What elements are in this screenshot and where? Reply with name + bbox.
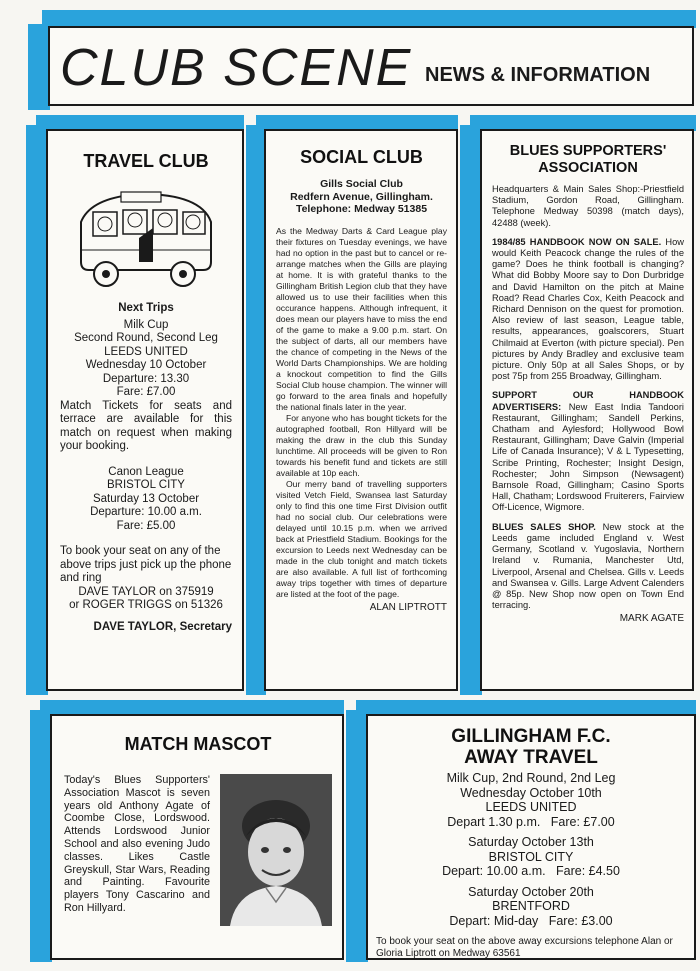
trip3-team: BRENTFORD bbox=[492, 899, 570, 913]
handbook-heading: 1984/85 HANDBOOK NOW ON SALE. bbox=[492, 236, 662, 247]
trip2-competition: Canon League bbox=[108, 465, 184, 478]
blues-support bbox=[492, 390, 684, 513]
away-title-2: AWAY TRAVEL bbox=[464, 747, 598, 768]
trip2-opponent: BRISTOL CITY bbox=[107, 479, 185, 491]
blues-title: BLUES SUPPORTERS' ASSOCIATION bbox=[509, 143, 667, 176]
social-club-address-2: Redfern Avenue, Gillingham. bbox=[290, 190, 433, 203]
contact-dave: DAVE TAYLOR on 375919 bbox=[78, 585, 214, 598]
trip2-fare: Fare: £5.00 bbox=[116, 519, 176, 532]
trip1-date: Wednesday 10 October bbox=[85, 359, 207, 371]
sales-heading: BLUES SALES SHOP. bbox=[492, 521, 596, 532]
booking-text: To book your seat on any of the above trips just pick up the phone and ring bbox=[60, 545, 232, 584]
sales-body: New stock at the Leeds game included England v. West Germany, Scotland v. Yugoslavia, Northern Ireland v. Rumania, Manchester Utd, Liverpool, Arsenal and Chelsea. Gills v. Leeds and Swansea v. Gills. Large Advent Calenders @ 85p. New Shop now open on Town End terracing. bbox=[492, 521, 685, 611]
match-tickets-text: Match Tickets for seats and terrace are available for this match on request when making your booking. bbox=[60, 399, 232, 452]
blues-intro: Headquarters & Main Sales Shop:-Priestfield Stadium, Gordon Road, Gillingham. Telephone Medway 50398 (match days), 42488 (week). bbox=[492, 184, 684, 228]
mascot-title: MATCH MASCOT bbox=[124, 734, 272, 754]
away-travel-panel bbox=[346, 700, 696, 962]
page-subtitle: NEWS & INFORMATION bbox=[425, 64, 651, 86]
away-title-1: GILLINGHAM F.C. bbox=[451, 726, 611, 747]
mascot-text: Today's Blues Supporters' Association Mascot is seven years old Anthony Agate of Coombe Close, Lordswood. Attends Lordswood Junior School and also evening Judo classes. Likes Castle Greyskull, Star Wars, Reading and Painting. Favourite players Tony Cascarino and Ron Hillyard. bbox=[64, 774, 210, 914]
trip1-round: Second Round, Second Leg bbox=[74, 332, 218, 344]
social-club-para-3: Our merry band of travelling supporters visited Vetch Field, Swansea last Saturday only to find this one time First Division outfit had no social club. Our celebrations were delayed until 10.15 p.m. when we arrived back at Priestfield Stadium. Bookings for the excursion to Leeds next Wednesday can be made in the club tonight and match tickets are also available. A full list of forthcoming away trips together with times of departure are listed at the foot of the page. bbox=[276, 478, 447, 599]
social-club-address-1: Gills Social Club bbox=[320, 178, 403, 190]
bus-cartoon-icon bbox=[71, 182, 221, 292]
trip1-competition: Milk Cup bbox=[123, 318, 169, 331]
blues-panel bbox=[460, 115, 696, 695]
trip1-fare: Fare: £7.00 bbox=[116, 386, 176, 398]
trip2-date: Saturday 13 October bbox=[92, 492, 200, 505]
social-club-para-1: As the Medway Darts & Card League play their fixtures on Tuesday evenings, we have had no option in the past but to cancel or re-arrange matches when the Gills are playing at home. It is with grateful thanks to the Gillingham British Legion club that they have allowed us to use their facilities when this occurance happens. Although infrequent, it does mean our players have to miss the end of the game to make a 9.00 p.m. start. On the subject of darts, all our members have the chance of competing in the News of the World Darts Championships. We are holding a knockout competition to find the Gills Social Club house champion. The winner will go forward to the area finals and hopefully the national finals later in the year. bbox=[276, 225, 447, 412]
mascot-photo bbox=[220, 774, 332, 926]
mascot-panel bbox=[30, 700, 344, 962]
boy-portrait-icon bbox=[220, 774, 332, 926]
travel-club-panel bbox=[26, 115, 244, 695]
next-trips-heading: Next Trips bbox=[118, 302, 174, 314]
trip2-team: BRISTOL CITY bbox=[488, 849, 574, 864]
social-club-para-2: For anyone who has bought tickets for the autographed football, Ron Hillyard will be making the draw in the club this Sunday lunchtime. All proceeds will be given to Ron towards his benefit fund and tickets are still available at 10p each. bbox=[276, 412, 447, 478]
page-title: CLUB SCENE bbox=[60, 39, 413, 97]
blues-sales bbox=[492, 522, 684, 612]
support-heading: SUPPORT OUR HANDBOOK ADVERTISERS: bbox=[492, 390, 684, 412]
trip1-depart: Depart 1.30 p.m. Fare: £7.00 bbox=[447, 814, 615, 829]
social-club-phone: Telephone: Medway 51385 bbox=[295, 203, 428, 215]
travel-club-signature: DAVE TAYLOR, Secretary bbox=[93, 620, 232, 633]
support-body: New East India Tandoori Restaurant, Gillingham; Sandell Perkins, Chatham and Aylesford; Hollywood Bowl Restaurant, Gillingham; Dave Galvin (Imperial Life of Canada Insurance); V & L Typesetting, Scribe Printing, Rochester; Insight Design, Rochester; John Simpson (Newsagent) Barnsole Road, Gillingham; Casino Sports Hall, Chatham; Lordswood Fruiterers, Fairview Off-Licence, Wigmore. bbox=[492, 401, 684, 513]
trip3-date: Saturday October 20th bbox=[468, 884, 594, 899]
trip2-departure: Departure: 10.00 a.m. bbox=[90, 506, 202, 518]
trip3-depart: Depart: Mid-day Fare: £3.00 bbox=[449, 913, 613, 928]
handbook-body: How would Keith Peacock change the rules of the game? Does he think football is changing? What did Bobby Moore say to Don Durbridge and David Hamilton on the pitch at Maine Road? Read Charles Cox, Keith Peacock and Richard Dennison on the quest for promotion. Also review of last season, League table, results, appearances, goalscorers, Stuart Chilmaid at Everton (with picture special). Pen pictures by Andy Bradley and exclusive team picture. Only 50p at all Sales Shops, or by post 75p from 255 Broadway, Gillingham. bbox=[492, 236, 685, 382]
blues-handbook bbox=[492, 237, 684, 383]
trip1-line-1: Milk Cup, 2nd Round, 2nd Leg bbox=[446, 771, 616, 785]
contact-roger: or ROGER TRIGGS on 51326 bbox=[69, 599, 223, 611]
social-club-title: SOCIAL CLUB bbox=[300, 147, 423, 167]
social-club-signature: ALAN LIPTROTT bbox=[369, 601, 447, 613]
social-club-panel bbox=[246, 115, 458, 695]
trip1-departure: Departure: 13.30 bbox=[102, 372, 190, 385]
trip2-depart: Depart: 10.00 a.m. Fare: £4.50 bbox=[442, 864, 620, 878]
away-footer: To book your seat on the above away excursions telephone Alan or Gloria Liptrott on Medway 63561 bbox=[376, 936, 673, 959]
header-panel bbox=[28, 10, 696, 110]
trip1-opponent: LEEDS UNITED bbox=[104, 345, 188, 358]
trip1-line-2: Wednesday October 10th bbox=[460, 785, 602, 800]
trip1-team: LEEDS UNITED bbox=[485, 800, 577, 814]
trip2-date: Saturday October 13th bbox=[468, 835, 594, 849]
travel-club-title: TRAVEL CLUB bbox=[83, 151, 209, 171]
blues-signature: MARK AGATE bbox=[619, 613, 684, 625]
